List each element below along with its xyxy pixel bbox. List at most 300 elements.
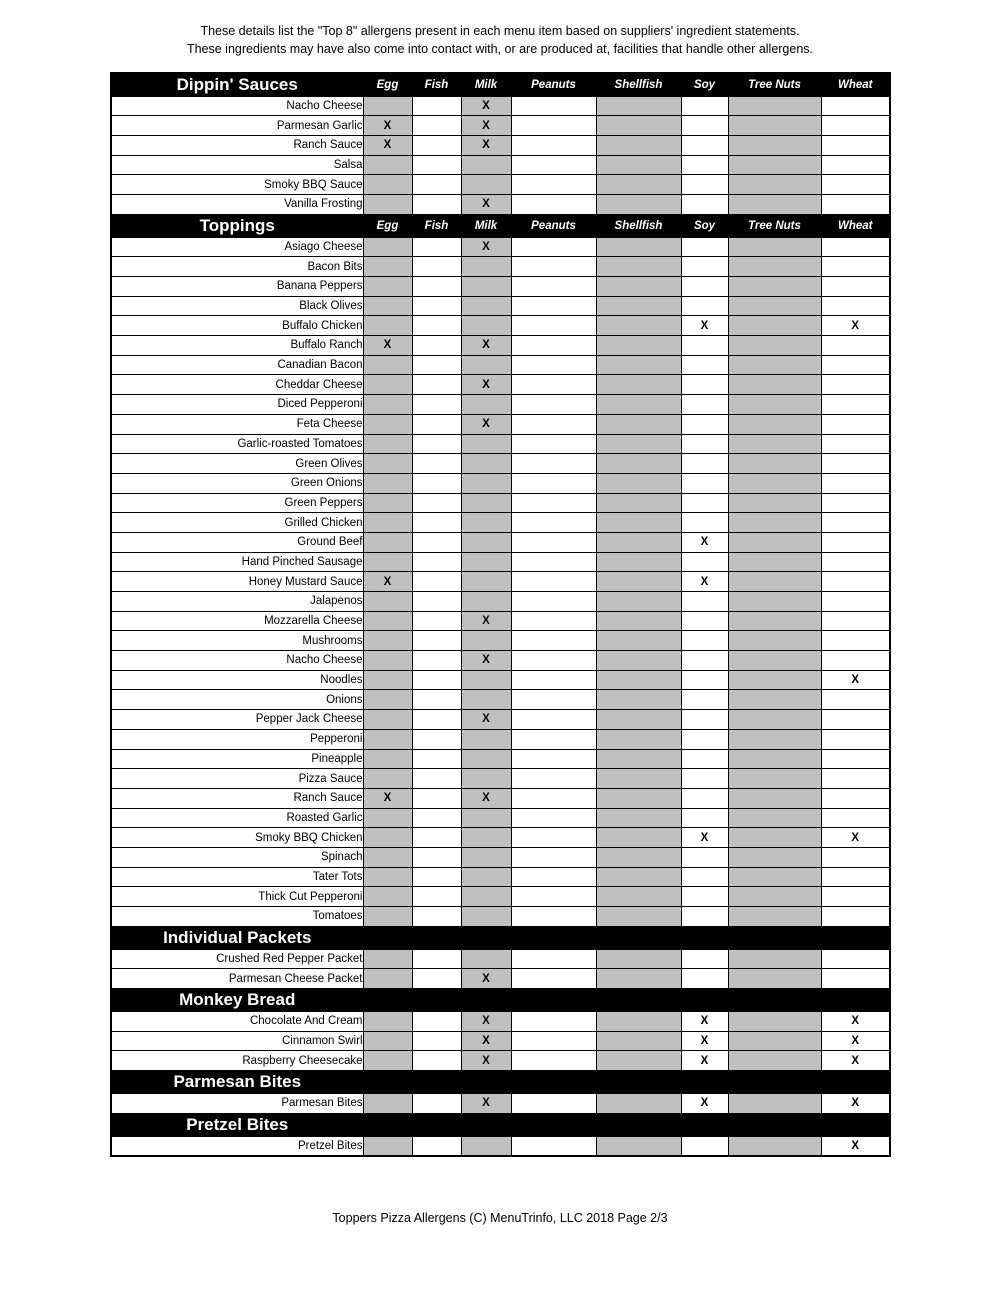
allergen-cell [412, 155, 461, 175]
item-name-cell: Salsa [111, 155, 363, 175]
allergen-cell [511, 749, 596, 769]
allergen-cell [728, 473, 821, 493]
allergen-cell [596, 611, 681, 631]
item-name-cell: Cinnamon Swirl [111, 1031, 363, 1051]
column-header: Soy [681, 214, 728, 237]
allergen-cell [681, 749, 728, 769]
allergen-cell: X [461, 237, 511, 257]
allergen-cell [596, 493, 681, 513]
item-name-cell: Ranch Sauce [111, 135, 363, 155]
allergen-cell [412, 296, 461, 316]
allergen-cell [412, 969, 461, 989]
allergen-cell [412, 710, 461, 730]
allergen-cell [511, 116, 596, 136]
column-header [412, 1071, 461, 1094]
table-row [111, 788, 890, 808]
allergen-cell [511, 808, 596, 828]
allergen-cell [511, 493, 596, 513]
allergen-cell [363, 257, 412, 277]
allergen-cell [363, 96, 412, 116]
allergen-cell [412, 847, 461, 867]
column-header [728, 989, 821, 1012]
allergen-cell [363, 651, 412, 671]
allergen-cell [596, 749, 681, 769]
allergen-cell: X [681, 1094, 728, 1114]
allergen-cell [728, 847, 821, 867]
allergen-cell [363, 1031, 412, 1051]
allergen-cell [363, 493, 412, 513]
allergen-cell [728, 690, 821, 710]
allergen-cell [821, 592, 890, 612]
allergen-cell [461, 887, 511, 907]
allergen-cell [412, 867, 461, 887]
allergen-cell [461, 434, 511, 454]
allergen-cell [596, 375, 681, 395]
table-row [111, 336, 890, 356]
item-name-cell: Noodles [111, 670, 363, 690]
item-name-cell: Pepperoni [111, 729, 363, 749]
allergen-cell [681, 1136, 728, 1156]
allergen-cell [363, 473, 412, 493]
allergen-cell [412, 1094, 461, 1114]
column-header [461, 1071, 511, 1094]
allergen-cell [596, 434, 681, 454]
allergen-cell [412, 532, 461, 552]
allergen-cell [412, 552, 461, 572]
item-name-cell: Feta Cheese [111, 414, 363, 434]
allergen-cell [363, 414, 412, 434]
table-row [111, 907, 890, 927]
allergen-cell [461, 867, 511, 887]
allergen-cell [511, 513, 596, 533]
item-name-cell: Parmesan Garlic [111, 116, 363, 136]
allergen-cell: X [681, 532, 728, 552]
allergen-cell [596, 769, 681, 789]
allergen-cell [511, 710, 596, 730]
allergen-cell [596, 867, 681, 887]
allergen-cell: X [681, 316, 728, 336]
table-row [111, 96, 890, 116]
allergen-cell [363, 949, 412, 969]
allergen-cell [728, 532, 821, 552]
allergen-cell [363, 532, 412, 552]
allergen-cell [412, 611, 461, 631]
table-row [111, 552, 890, 572]
table-row [111, 1094, 890, 1114]
allergen-cell [412, 949, 461, 969]
allergen-cell [728, 454, 821, 474]
allergen-cell [821, 749, 890, 769]
allergen-cell [363, 316, 412, 336]
item-name-cell: Canadian Bacon [111, 355, 363, 375]
allergen-cell [596, 887, 681, 907]
table-row [111, 710, 890, 730]
allergen-cell [596, 116, 681, 136]
column-header: Wheat [821, 214, 890, 237]
allergen-cell [461, 847, 511, 867]
allergen-cell [681, 257, 728, 277]
allergen-cell [728, 395, 821, 415]
allergen-cell [363, 355, 412, 375]
table-row [111, 277, 890, 297]
table-row [111, 395, 890, 415]
allergen-cell [461, 316, 511, 336]
allergen-cell [681, 729, 728, 749]
section-header-row [111, 73, 890, 96]
allergen-cell [821, 277, 890, 297]
allergen-cell [412, 375, 461, 395]
allergen-cell [728, 355, 821, 375]
allergen-cell [461, 769, 511, 789]
item-name-cell: Pineapple [111, 749, 363, 769]
item-name-cell: Pretzel Bites [111, 1136, 363, 1156]
allergen-cell [363, 194, 412, 214]
allergen-cell [461, 828, 511, 848]
table-row [111, 414, 890, 434]
item-name-cell: Parmesan Cheese Packet [111, 969, 363, 989]
intro-text [0, 22, 1000, 58]
allergen-cell [363, 769, 412, 789]
allergen-cell [821, 513, 890, 533]
allergen-cell [821, 690, 890, 710]
allergen-cell [412, 257, 461, 277]
allergen-cell [412, 473, 461, 493]
allergen-cell [363, 1012, 412, 1032]
allergen-cell [596, 473, 681, 493]
allergen-cell [461, 670, 511, 690]
allergen-cell: X [461, 375, 511, 395]
column-header [728, 1113, 821, 1136]
allergen-cell [363, 710, 412, 730]
allergen-cell [596, 710, 681, 730]
allergen-cell [412, 316, 461, 336]
allergen-cell [412, 651, 461, 671]
table-row [111, 828, 890, 848]
column-header [596, 989, 681, 1012]
allergen-cell [511, 907, 596, 927]
allergen-cell [821, 493, 890, 513]
column-header [681, 989, 728, 1012]
allergen-cell [681, 473, 728, 493]
allergen-cell [728, 949, 821, 969]
allergen-cell [821, 175, 890, 195]
item-name-cell: Asiago Cheese [111, 237, 363, 257]
item-name-cell: Pepper Jack Cheese [111, 710, 363, 730]
allergen-cell [511, 355, 596, 375]
allergen-cell [821, 355, 890, 375]
allergen-cell [821, 969, 890, 989]
column-header: Fish [412, 214, 461, 237]
item-name-cell: Bacon Bits [111, 257, 363, 277]
intro-line-1: These details list the "Top 8" allergens present in each menu item based on suppliers' ingredient statements. [200, 24, 800, 38]
section-title: Parmesan Bites [111, 1071, 363, 1094]
table-row [111, 670, 890, 690]
table-row [111, 296, 890, 316]
allergen-cell [596, 395, 681, 415]
allergen-cell [728, 493, 821, 513]
allergen-cell: X [461, 651, 511, 671]
allergen-cell [821, 729, 890, 749]
allergen-cell [511, 194, 596, 214]
allergen-cell [681, 175, 728, 195]
column-header [363, 1113, 412, 1136]
allergen-cell [511, 651, 596, 671]
allergen-cell [821, 867, 890, 887]
table-row [111, 116, 890, 136]
allergen-cell [412, 749, 461, 769]
allergen-cell [596, 194, 681, 214]
allergen-cell [728, 237, 821, 257]
item-name-cell: Tater Tots [111, 867, 363, 887]
allergen-cell [412, 670, 461, 690]
allergen-cell: X [461, 135, 511, 155]
allergen-cell [363, 513, 412, 533]
allergen-cell [728, 316, 821, 336]
item-name-cell: Tomatoes [111, 907, 363, 927]
table-row [111, 867, 890, 887]
allergen-cell [681, 513, 728, 533]
allergen-cell [596, 513, 681, 533]
allergen-cell [596, 414, 681, 434]
allergen-cell: X [821, 1051, 890, 1071]
allergen-cell [363, 631, 412, 651]
allergen-cell [596, 1031, 681, 1051]
column-header: Egg [363, 214, 412, 237]
column-header: Egg [363, 73, 412, 96]
column-header [596, 926, 681, 949]
allergen-cell [412, 808, 461, 828]
allergen-cell [681, 277, 728, 297]
allergen-cell [728, 969, 821, 989]
allergen-cell [681, 969, 728, 989]
table-row [111, 493, 890, 513]
allergen-cell [511, 769, 596, 789]
allergen-cell [511, 572, 596, 592]
column-header [728, 1071, 821, 1094]
table-row [111, 1012, 890, 1032]
column-header [821, 1113, 890, 1136]
allergen-cell [596, 336, 681, 356]
allergen-cell [596, 631, 681, 651]
allergen-cell [363, 907, 412, 927]
allergen-cell: X [821, 1012, 890, 1032]
allergen-cell [511, 1094, 596, 1114]
allergen-cell [461, 395, 511, 415]
column-header: Tree Nuts [728, 214, 821, 237]
allergen-cell [461, 749, 511, 769]
allergen-cell [681, 296, 728, 316]
table-row [111, 135, 890, 155]
allergen-cell [511, 847, 596, 867]
allergen-cell: X [461, 1031, 511, 1051]
allergen-cell [728, 1031, 821, 1051]
item-name-cell: Nacho Cheese [111, 96, 363, 116]
allergen-cell: X [461, 788, 511, 808]
allergen-cell [511, 395, 596, 415]
allergen-cell [596, 1136, 681, 1156]
allergen-cell [363, 808, 412, 828]
table-row [111, 749, 890, 769]
item-name-cell: Green Peppers [111, 493, 363, 513]
section-title: Toppings [111, 214, 363, 237]
allergen-cell [728, 670, 821, 690]
item-name-cell: Jalapenos [111, 592, 363, 612]
table-row [111, 155, 890, 175]
allergen-cell [412, 194, 461, 214]
table-row [111, 532, 890, 552]
allergen-cell [596, 237, 681, 257]
allergen-cell [596, 729, 681, 749]
table-row [111, 887, 890, 907]
column-header [461, 989, 511, 1012]
allergen-cell [821, 257, 890, 277]
allergen-cell [728, 749, 821, 769]
allergen-cell: X [461, 336, 511, 356]
column-header [412, 1113, 461, 1136]
allergen-cell [363, 867, 412, 887]
item-name-cell: Nacho Cheese [111, 651, 363, 671]
allergen-cell [461, 493, 511, 513]
allergen-cell [728, 277, 821, 297]
allergen-cell [681, 375, 728, 395]
item-name-cell: Ranch Sauce [111, 788, 363, 808]
allergen-cell [412, 631, 461, 651]
allergen-cell [821, 336, 890, 356]
column-header [511, 989, 596, 1012]
allergen-cell [681, 96, 728, 116]
allergen-cell: X [461, 1051, 511, 1071]
column-header [363, 989, 412, 1012]
allergen-cell [681, 949, 728, 969]
allergen-cell [728, 96, 821, 116]
allergen-cell [511, 690, 596, 710]
allergen-cell [511, 1051, 596, 1071]
section-header-row [111, 1113, 890, 1136]
allergen-cell [728, 1012, 821, 1032]
section-title: Individual Packets [111, 926, 363, 949]
allergen-cell [728, 729, 821, 749]
allergen-cell: X [821, 316, 890, 336]
allergen-cell [511, 592, 596, 612]
table-row [111, 454, 890, 474]
table-row [111, 513, 890, 533]
allergen-cell [511, 788, 596, 808]
allergen-cell: X [461, 611, 511, 631]
allergen-cell: X [681, 1031, 728, 1051]
allergen-cell [461, 949, 511, 969]
allergen-cell: X [821, 828, 890, 848]
allergen-cell [681, 670, 728, 690]
column-header [681, 1113, 728, 1136]
allergen-cell: X [681, 828, 728, 848]
allergen-cell [363, 611, 412, 631]
allergen-cell [728, 1094, 821, 1114]
allergen-cell [412, 769, 461, 789]
allergen-cell [461, 907, 511, 927]
allergen-cell: X [461, 710, 511, 730]
allergen-cell [821, 194, 890, 214]
allergen-cell: X [461, 194, 511, 214]
allergen-cell [728, 1136, 821, 1156]
allergen-cell [363, 454, 412, 474]
allergen-cell [363, 969, 412, 989]
table-row [111, 434, 890, 454]
item-name-cell: Honey Mustard Sauce [111, 572, 363, 592]
allergen-cell [412, 336, 461, 356]
column-header: Tree Nuts [728, 73, 821, 96]
column-header [412, 989, 461, 1012]
allergen-cell: X [461, 1094, 511, 1114]
allergen-cell [461, 296, 511, 316]
allergen-cell: X [363, 135, 412, 155]
allergen-cell [511, 434, 596, 454]
item-name-cell: Banana Peppers [111, 277, 363, 297]
allergen-cell [412, 828, 461, 848]
allergen-cell [681, 454, 728, 474]
allergen-cell [363, 749, 412, 769]
allergen-cell [596, 670, 681, 690]
allergen-cell [728, 135, 821, 155]
item-name-cell: Smoky BBQ Chicken [111, 828, 363, 848]
allergen-cell [511, 1012, 596, 1032]
allergen-cell [728, 611, 821, 631]
allergen-cell [821, 96, 890, 116]
allergen-cell [821, 552, 890, 572]
allergen-cell [363, 434, 412, 454]
column-header [596, 1113, 681, 1136]
section-header-row [111, 926, 890, 949]
column-header: Peanuts [511, 73, 596, 96]
allergen-cell [596, 175, 681, 195]
allergen-cell [511, 155, 596, 175]
allergen-cell [363, 1136, 412, 1156]
allergen-cell [681, 710, 728, 730]
allergen-cell [728, 651, 821, 671]
allergen-cell [728, 631, 821, 651]
allergen-cell [821, 808, 890, 828]
allergen-cell [461, 175, 511, 195]
allergen-cell [461, 592, 511, 612]
allergen-cell [728, 116, 821, 136]
allergen-cell [511, 375, 596, 395]
allergen-cell [681, 552, 728, 572]
column-header [511, 1071, 596, 1094]
section-header-row [111, 1071, 890, 1094]
allergen-cell [821, 788, 890, 808]
allergen-cell: X [461, 116, 511, 136]
allergen-cell [728, 887, 821, 907]
table-row [111, 729, 890, 749]
allergen-cell [461, 729, 511, 749]
allergen-cell [596, 1094, 681, 1114]
allergen-cell [596, 808, 681, 828]
allergen-cell [821, 572, 890, 592]
allergen-cell: X [461, 414, 511, 434]
item-name-cell: Raspberry Cheesecake [111, 1051, 363, 1071]
allergen-cell [412, 277, 461, 297]
item-name-cell: Thick Cut Pepperoni [111, 887, 363, 907]
table-row [111, 375, 890, 395]
allergen-cell [728, 296, 821, 316]
allergen-table-body [111, 73, 890, 1156]
allergen-cell [821, 155, 890, 175]
allergen-cell [821, 296, 890, 316]
table-row [111, 949, 890, 969]
item-name-cell: Mozzarella Cheese [111, 611, 363, 631]
allergen-cell [681, 592, 728, 612]
item-name-cell: Roasted Garlic [111, 808, 363, 828]
table-row [111, 847, 890, 867]
